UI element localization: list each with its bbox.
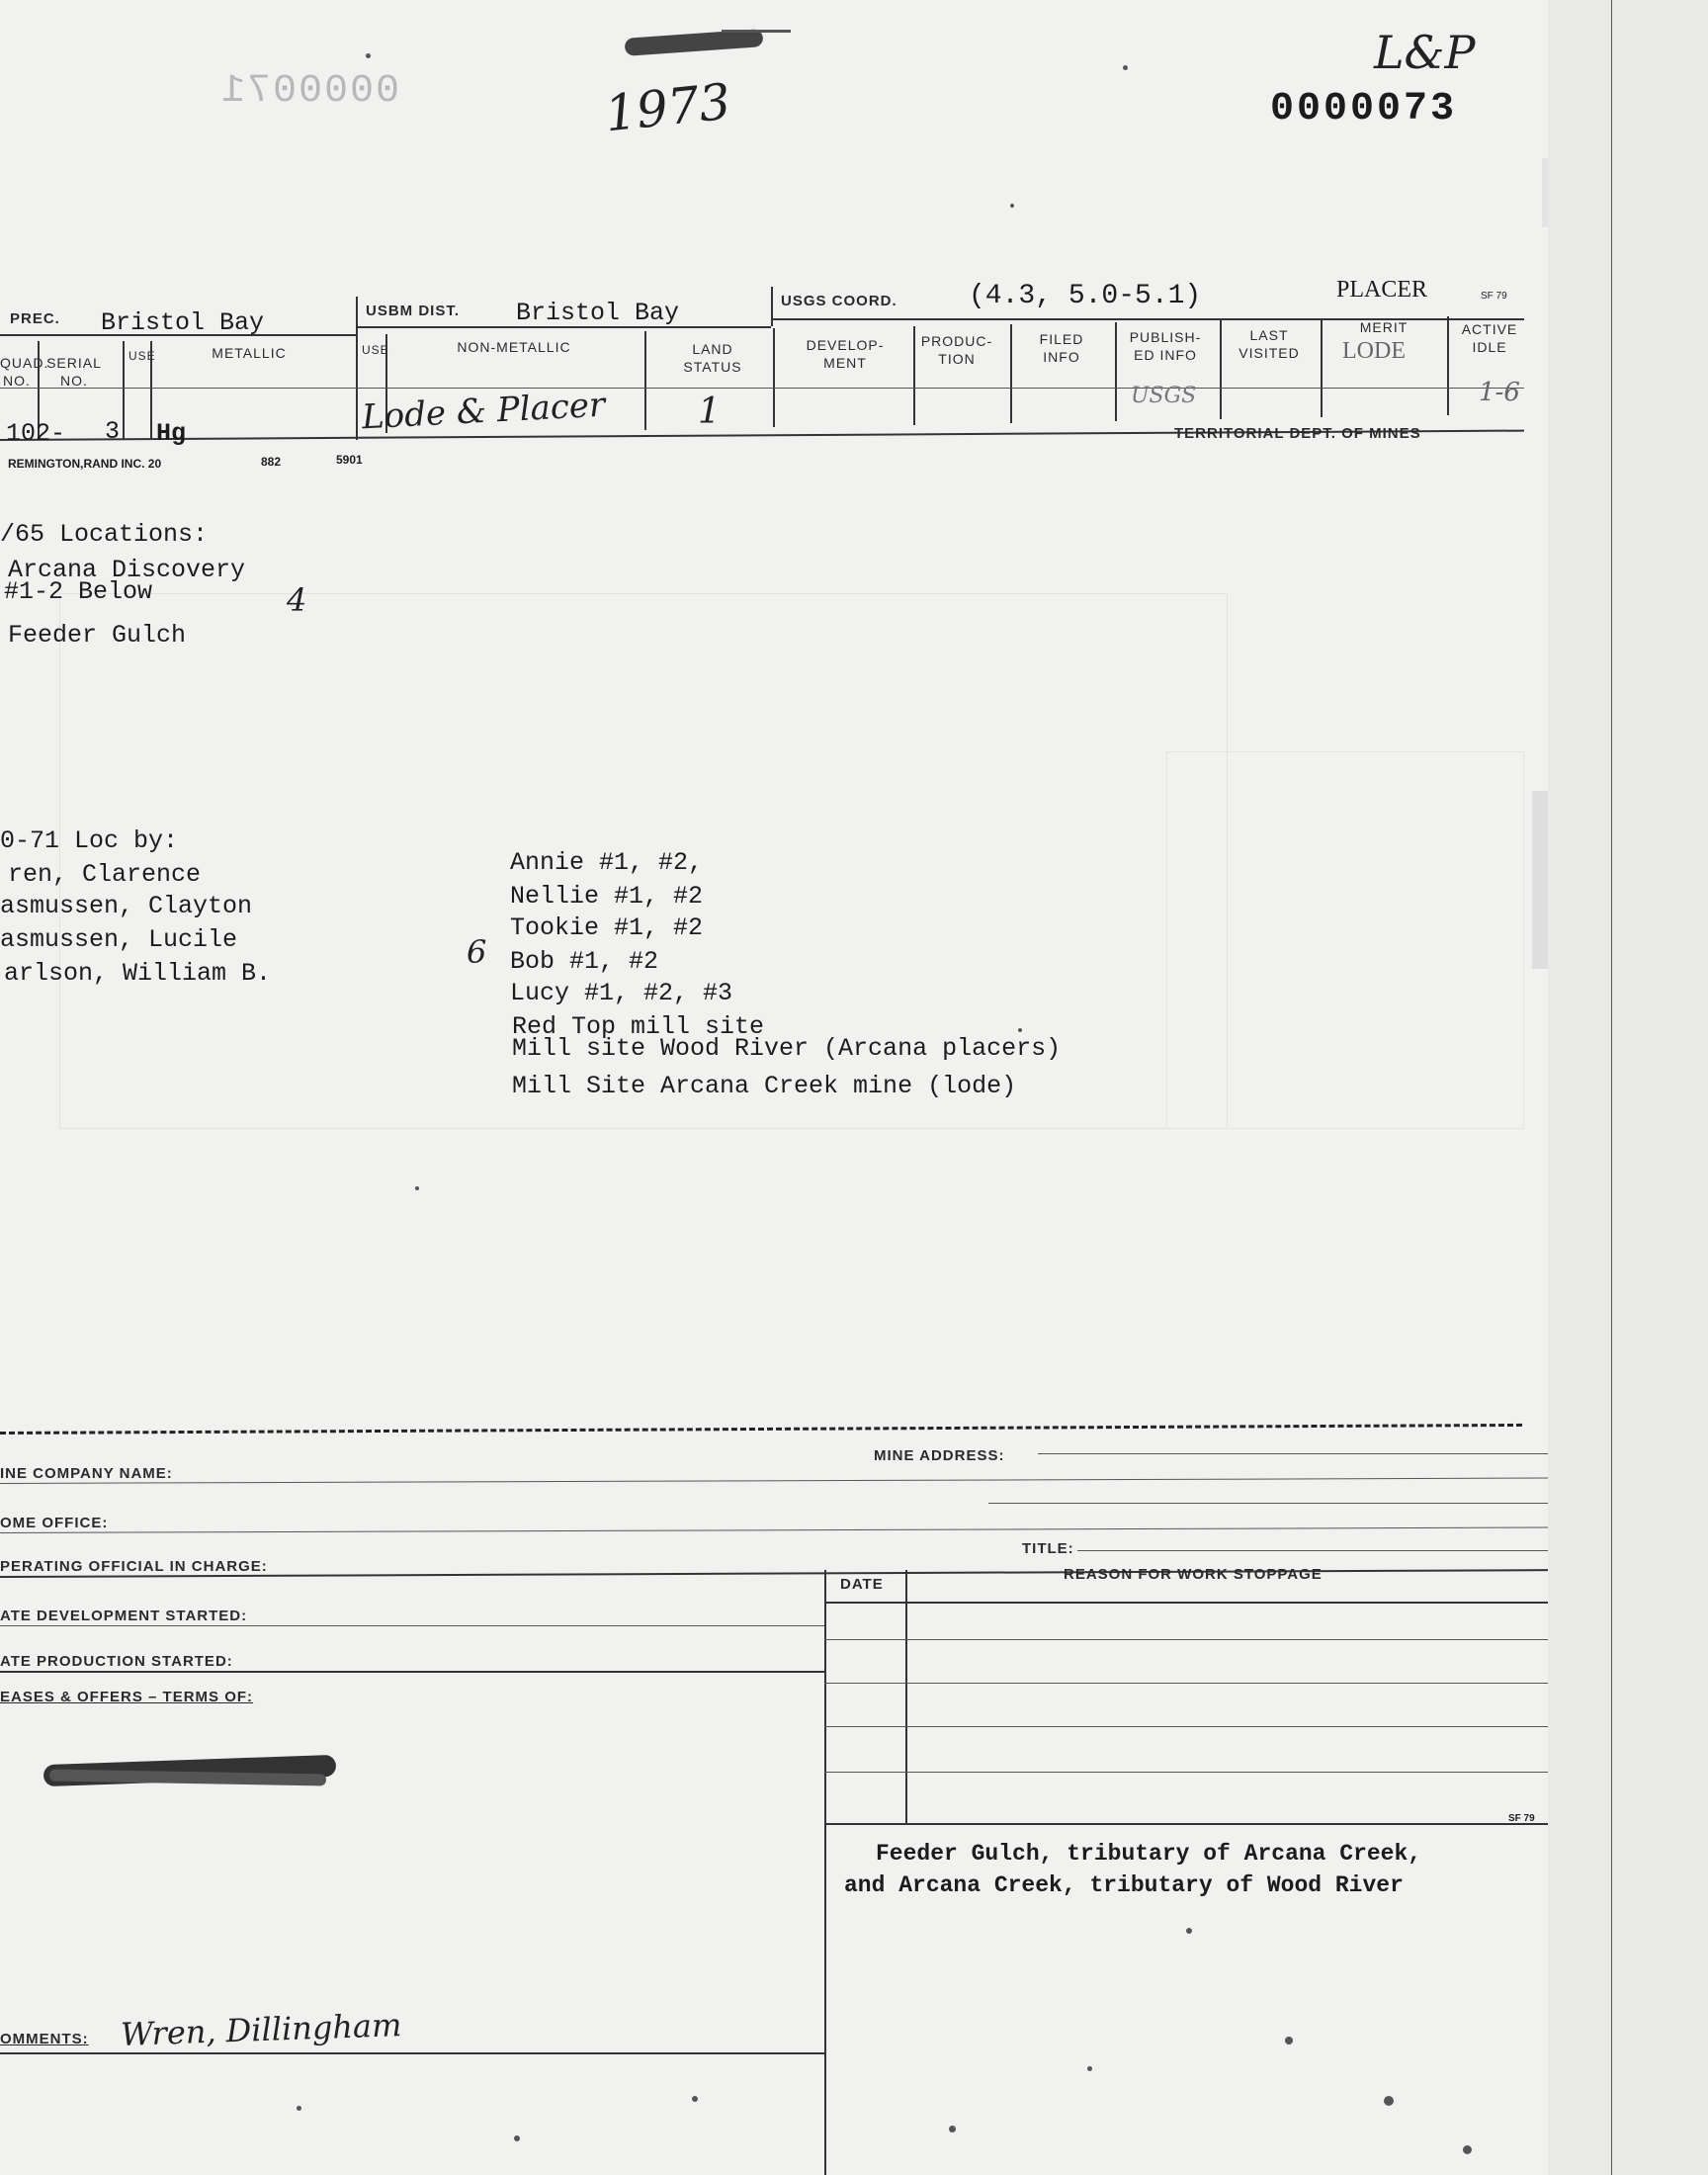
loc65-line-1: Arcana Discovery	[8, 556, 246, 584]
rule	[824, 1823, 1548, 1825]
comments-label: OMMENTS:	[0, 2031, 89, 2047]
claim-item: Mill Site Arcana Creek mine (lode)	[512, 1072, 1017, 1100]
value-published-info: USGS	[1131, 384, 1197, 408]
faint-stamp-number: 0000071	[219, 69, 400, 114]
rule	[0, 1527, 1548, 1533]
loc65-heading: /65 Locations:	[0, 520, 209, 549]
home-office-label: OME OFFICE:	[0, 1515, 109, 1531]
col-merit: MERIT	[1359, 319, 1409, 335]
rule	[356, 297, 358, 440]
top-scribble-line	[722, 30, 791, 33]
value-non-metallic: Lode & Placer	[361, 385, 607, 438]
rule	[905, 1570, 907, 1825]
claim-item: Red Top mill site	[512, 1012, 765, 1041]
placer-label: PLACER	[1336, 277, 1428, 303]
col-production: PRODUC-TION	[920, 333, 993, 367]
page-edge-line	[1611, 0, 1612, 2175]
value-metallic: Hg	[156, 419, 187, 448]
col-serial-no: SERIAL NO.	[46, 355, 102, 389]
mine-company-name-label: INE COMPANY NAME:	[0, 1465, 173, 1482]
rule	[0, 334, 356, 336]
rule	[356, 326, 771, 328]
record-number: 0000073	[1270, 87, 1458, 131]
comments-value: Wren, Dillingham	[120, 2006, 402, 2053]
reason-header: REASON FOR WORK STOPPAGE	[1064, 1566, 1323, 1583]
form-code-lower: SF 79	[1508, 1813, 1535, 1824]
rule	[824, 1772, 1548, 1773]
rule	[773, 328, 775, 427]
usgs-value: (4.3, 5.0-5.1)	[969, 281, 1202, 311]
rule	[824, 1570, 826, 2175]
col-published-info: PUBLISH-ED INFO	[1129, 329, 1202, 363]
value-quad-serial: 102-	[6, 419, 66, 448]
claim-item: Annie #1, #2,	[510, 848, 704, 877]
value-active-idle: 1-6	[1479, 378, 1520, 407]
col-land-status: LAND STATUS	[683, 341, 742, 375]
rule	[0, 1671, 824, 1673]
date-header: DATE	[840, 1576, 884, 1593]
rule	[824, 1639, 1548, 1640]
title-label: TITLE:	[1022, 1540, 1074, 1557]
year-handwritten: 1973	[602, 72, 733, 143]
claim-item: Mill site Wood River (Arcana placers)	[512, 1034, 1062, 1063]
col-quad-no: QUAD. NO.	[0, 355, 49, 389]
loc71-owner: ren, Clarence	[8, 860, 202, 889]
loc71-owner: arlson, William B.	[4, 959, 272, 988]
col-last-visited: LAST VISITED	[1238, 327, 1300, 361]
col-metallic: METALLIC	[212, 345, 287, 361]
prec-label: PREC.	[10, 310, 60, 327]
col-development: DEVELOP-MENT	[806, 337, 885, 371]
claim-item: Lucy #1, #2, #3	[510, 979, 733, 1007]
date-development-label: ATE DEVELOPMENT STARTED:	[0, 1608, 248, 1624]
rule	[1115, 322, 1117, 421]
leases-offers-label: EASES & OFFERS – TERMS OF:	[0, 1689, 254, 1705]
rule	[0, 388, 1524, 389]
loc65-line-3: Feeder Gulch	[8, 621, 187, 650]
rule	[0, 2052, 824, 2054]
rule	[1010, 324, 1012, 423]
value-land-status: 1	[698, 392, 721, 432]
initials-handwritten: L&P	[1374, 26, 1476, 79]
rule	[824, 1726, 1548, 1727]
location-note-line-1: Feeder Gulch, tributary of Arcana Creek,	[876, 1841, 1422, 1867]
loc65-line-2: #1-2 Below	[4, 577, 153, 606]
form-code-2: 5901	[336, 453, 363, 467]
date-production-label: ATE PRODUCTION STARTED:	[0, 1653, 233, 1670]
rule	[1220, 320, 1222, 419]
rule	[1321, 318, 1323, 417]
claim-item: Tookie #1, #2	[510, 914, 704, 942]
form-code: SF 79	[1481, 291, 1507, 302]
claim-item: Bob #1, #2	[510, 947, 659, 976]
rule	[771, 287, 773, 326]
usbm-value: Bristol Bay	[516, 299, 680, 327]
usgs-label: USGS COORD.	[781, 293, 897, 309]
form-code-1: 882	[261, 455, 282, 469]
value-serial: 3	[105, 417, 121, 446]
loc71-owner: asmussen, Lucile	[0, 925, 238, 954]
cut-line	[0, 1424, 1522, 1435]
usbm-label: USBM DIST.	[366, 303, 461, 319]
col-filed-info: FILED INFO	[1039, 331, 1084, 365]
loc65-count: 4	[287, 581, 307, 619]
rule	[1077, 1550, 1548, 1551]
operating-official-label: PERATING OFFICIAL IN CHARGE:	[0, 1558, 268, 1575]
rule	[913, 326, 915, 425]
rule	[644, 331, 646, 430]
loc71-owner: asmussen, Clayton	[0, 892, 253, 920]
col-active-idle: ACTIVE IDLE	[1461, 321, 1518, 355]
mine-address-label: MINE ADDRESS:	[874, 1447, 1005, 1464]
territorial-dept: TERRITORIAL DEPT. OF MINES	[1174, 425, 1421, 442]
col-non-metallic: NON-METALLIC	[457, 339, 571, 355]
rule	[150, 341, 152, 440]
col-use-1: USE	[128, 349, 156, 363]
rule	[123, 341, 125, 440]
value-merit: LODE	[1342, 338, 1406, 364]
remington-text: REMINGTON,RAND INC. 20	[8, 457, 162, 471]
location-note-line-2: and Arcana Creek, tributary of Wood River	[844, 1872, 1404, 1898]
loc71-count: 6	[467, 933, 487, 971]
top-scribble	[625, 29, 764, 56]
rule	[0, 1625, 824, 1626]
rule	[1447, 316, 1449, 415]
rule	[1038, 1453, 1548, 1454]
rule	[824, 1602, 1548, 1604]
rule	[988, 1503, 1548, 1504]
loc71-heading: 0-71 Loc by:	[0, 826, 179, 855]
col-use-2: USE	[362, 343, 389, 357]
page-right-edge	[1548, 0, 1708, 2175]
claim-item: Nellie #1, #2	[510, 882, 704, 911]
rule	[824, 1683, 1548, 1684]
rule	[0, 1478, 1548, 1484]
prec-value: Bristol Bay	[101, 308, 265, 337]
